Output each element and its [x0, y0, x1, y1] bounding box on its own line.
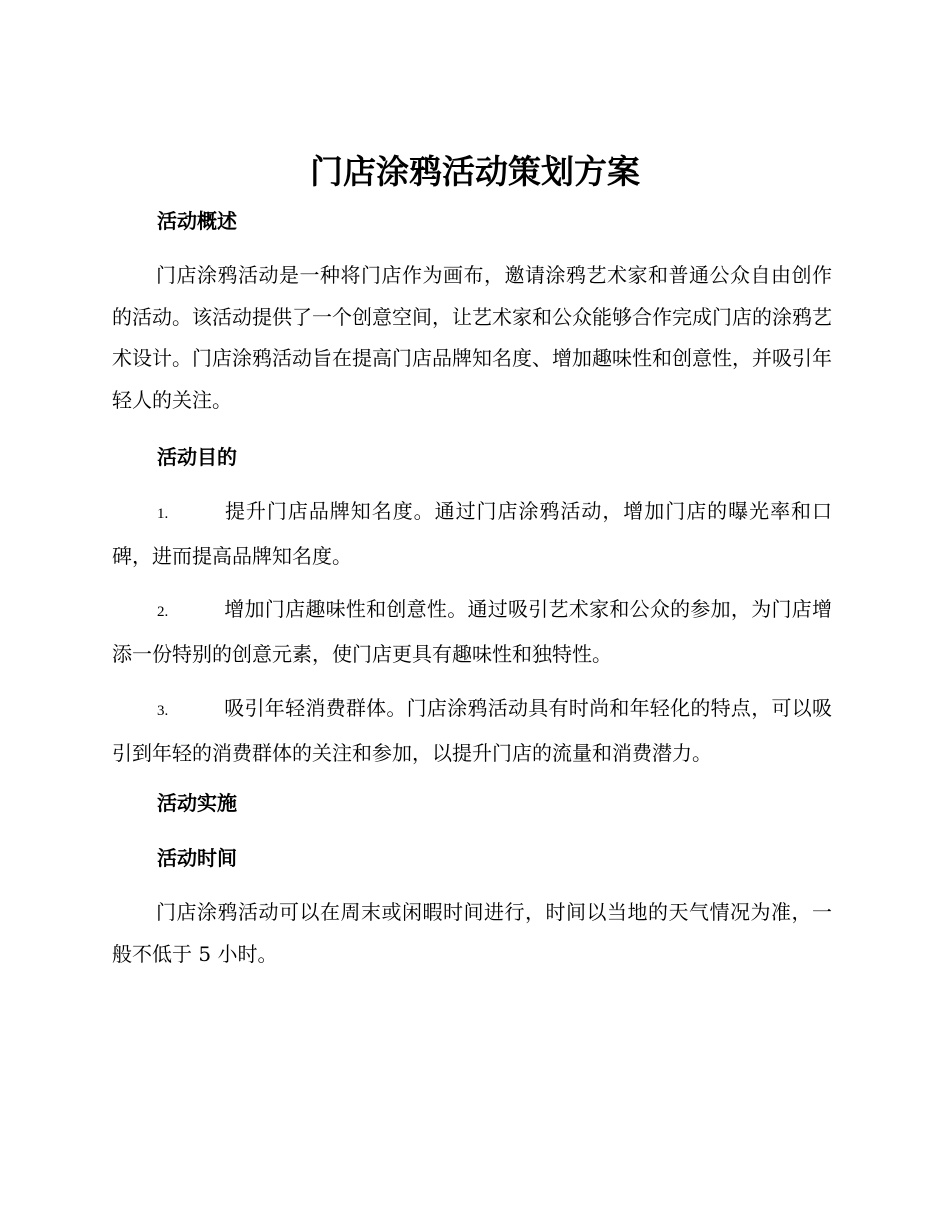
- paragraph-time: 门店涂鸦活动可以在周末或闲暇时间进行，时间以当地的天气情况为准，一般不低于 5 小时。: [112, 900, 832, 966]
- paragraph-overview: 门店涂鸦活动是一种将门店作为画布，邀请涂鸦艺术家和普通公众自由创作的活动。该活动提供了一个创意空间，让艺术家和公众能够合作完成门店的涂鸦艺术设计。门店涂鸦活动旨在提高门店品牌知名度、增加趣味性和创意性，并吸引年轻人的关注。: [112, 263, 832, 412]
- list-item-purpose-3: [112, 688, 832, 774]
- document-title: 门店涂鸦活动策划方案: [310, 152, 640, 191]
- heading-implementation: 活动实施: [157, 791, 237, 815]
- heading-overview: 活动概述: [157, 209, 237, 233]
- list-item-text: 吸引年轻消费群体。门店涂鸦活动具有时尚和年轻化的特点，可以吸引到年轻的消费群体的关注和参加，以提升门店的流量和消费潜力。: [112, 696, 832, 765]
- list-item-purpose-2: [112, 589, 832, 675]
- list-item-text: 增加门店趣味性和创意性。通过吸引艺术家和公众的参加，为门店增添一份特别的创意元素，使门店更具有趣味性和独特性。: [112, 597, 832, 666]
- list-item-text: 提升门店品牌知名度。通过门店涂鸦活动，增加门店的曝光率和口碑，进而提高品牌知名度。: [112, 499, 832, 568]
- list-number: 2.: [157, 604, 169, 620]
- heading-time: 活动时间: [157, 846, 237, 870]
- heading-purpose: 活动目的: [157, 445, 237, 469]
- list-number: 3.: [157, 703, 169, 719]
- list-number: 1.: [157, 506, 169, 522]
- list-item-purpose-1: [112, 491, 832, 577]
